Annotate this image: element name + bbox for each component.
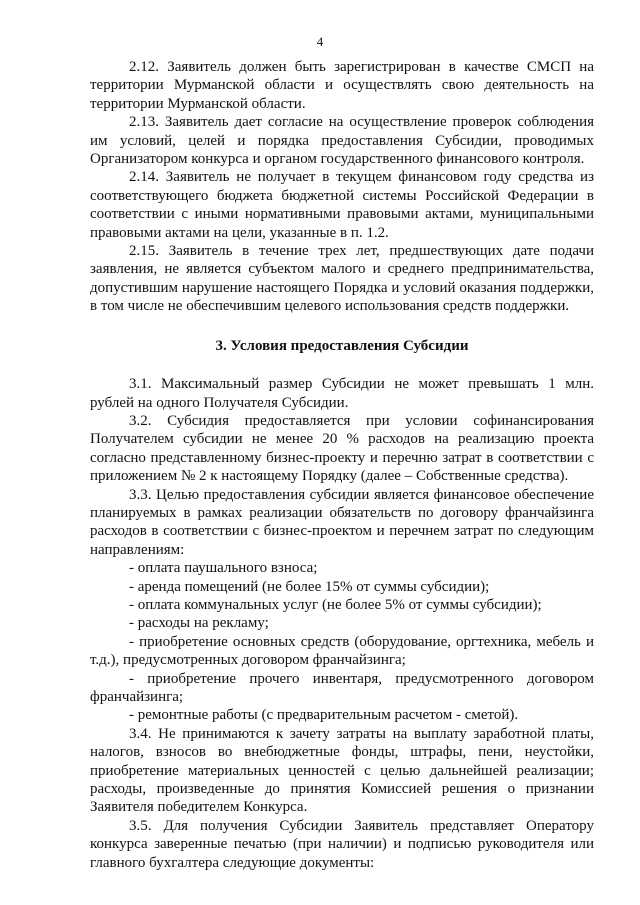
paragraph-3-5: 3.5. Для получения Субсидии Заявитель представляет Оператору конкурса заверенные печатью (при наличии) и подписью руководителя или главного бухгалтера следующие документы: [90, 817, 594, 871]
paragraph-3-1: 3.1. Максимальный размер Субсидии не может превышать 1 млн. рублей на одного Получателя Субсидии. [90, 376, 594, 411]
paragraph-2-15: 2.15. Заявитель в течение трех лет, предшествующих дате подачи заявления, не является субъектом малого и среднего предпринимательства, допустившим нарушение настоящего Порядка и условий оказания поддержки, в том числе не обеспечившим целевого использования средств поддержки. [90, 243, 594, 315]
paragraph-3-4: 3.4. Не принимаются к зачету затраты на выплату заработной платы, налогов, взносов во внебюджетные фонды, штрафы, пени, неустойки, приобретение материальных ценностей с целью дальнейшей реализации; расходы, произведенные до принятия Комиссией решения о признании Заявителя победителем Конкурса. [90, 725, 594, 816]
list-item: - ремонтные работы (с предварительным расчетом - сметой). [129, 707, 519, 724]
list-item: - расходы на рекламу; [129, 615, 269, 632]
list-item: - приобретение прочего инвентаря, предусмотренного договором франчайзинга; [90, 670, 594, 705]
paragraph-2-13: 2.13. Заявитель дает согласие на осуществление проверок соблюдения им условий, целей и порядка предоставления Субсидии, проводимых Организатором конкурса и органом государственного финансового контроля. [90, 114, 594, 168]
section-heading: 3. Условия предоставления Субсидии [215, 337, 469, 354]
paragraph-2-12: 2.12. Заявитель должен быть зарегистрирован в качестве СМСП на территории Мурманской области и осуществлять свою деятельность на территории Мурманской области. [90, 59, 594, 112]
list-item: - оплата паушального взноса; [129, 560, 318, 577]
list-item: - приобретение основных средств (оборудование, оргтехника, мебель и т.д.), предусмотренных договором франчайзинга; [90, 633, 594, 669]
document-body [90, 58, 594, 872]
paragraph-2-14: 2.14. Заявитель не получает в текущем финансовом году средства из соответствующего бюджета бюджетной системы Российской Федерации в соответствии с иными нормативными правовыми актами, муниципальными правовыми актами на цели, указанные в п. 1.2. [90, 169, 594, 241]
expense-list [90, 559, 594, 725]
list-item: - оплата коммунальных услуг (не более 5% от суммы субсидии); [129, 596, 542, 613]
paragraph-3-2: 3.2. Субсидия предоставляется при условии софинансирования Получателем субсидии не менее 20 % расходов на реализацию проекта согласно представленному бизнес-проекту и перечню затрат в соответствии с приложением № 2 к настоящему Порядку (далее – Собственные средства). [90, 412, 594, 485]
paragraph-3-3: 3.3. Целью предоставления субсидии является финансовое обеспечение планируемых в рамках реализации обязательств по договору франчайзинга расходов в соответствии с бизнес-проектом и перечнем затрат по следующим направлениям: [90, 486, 594, 558]
page-number: 4 [316, 34, 324, 49]
list-item: - аренда помещений (не более 15% от суммы субсидии); [129, 578, 490, 595]
